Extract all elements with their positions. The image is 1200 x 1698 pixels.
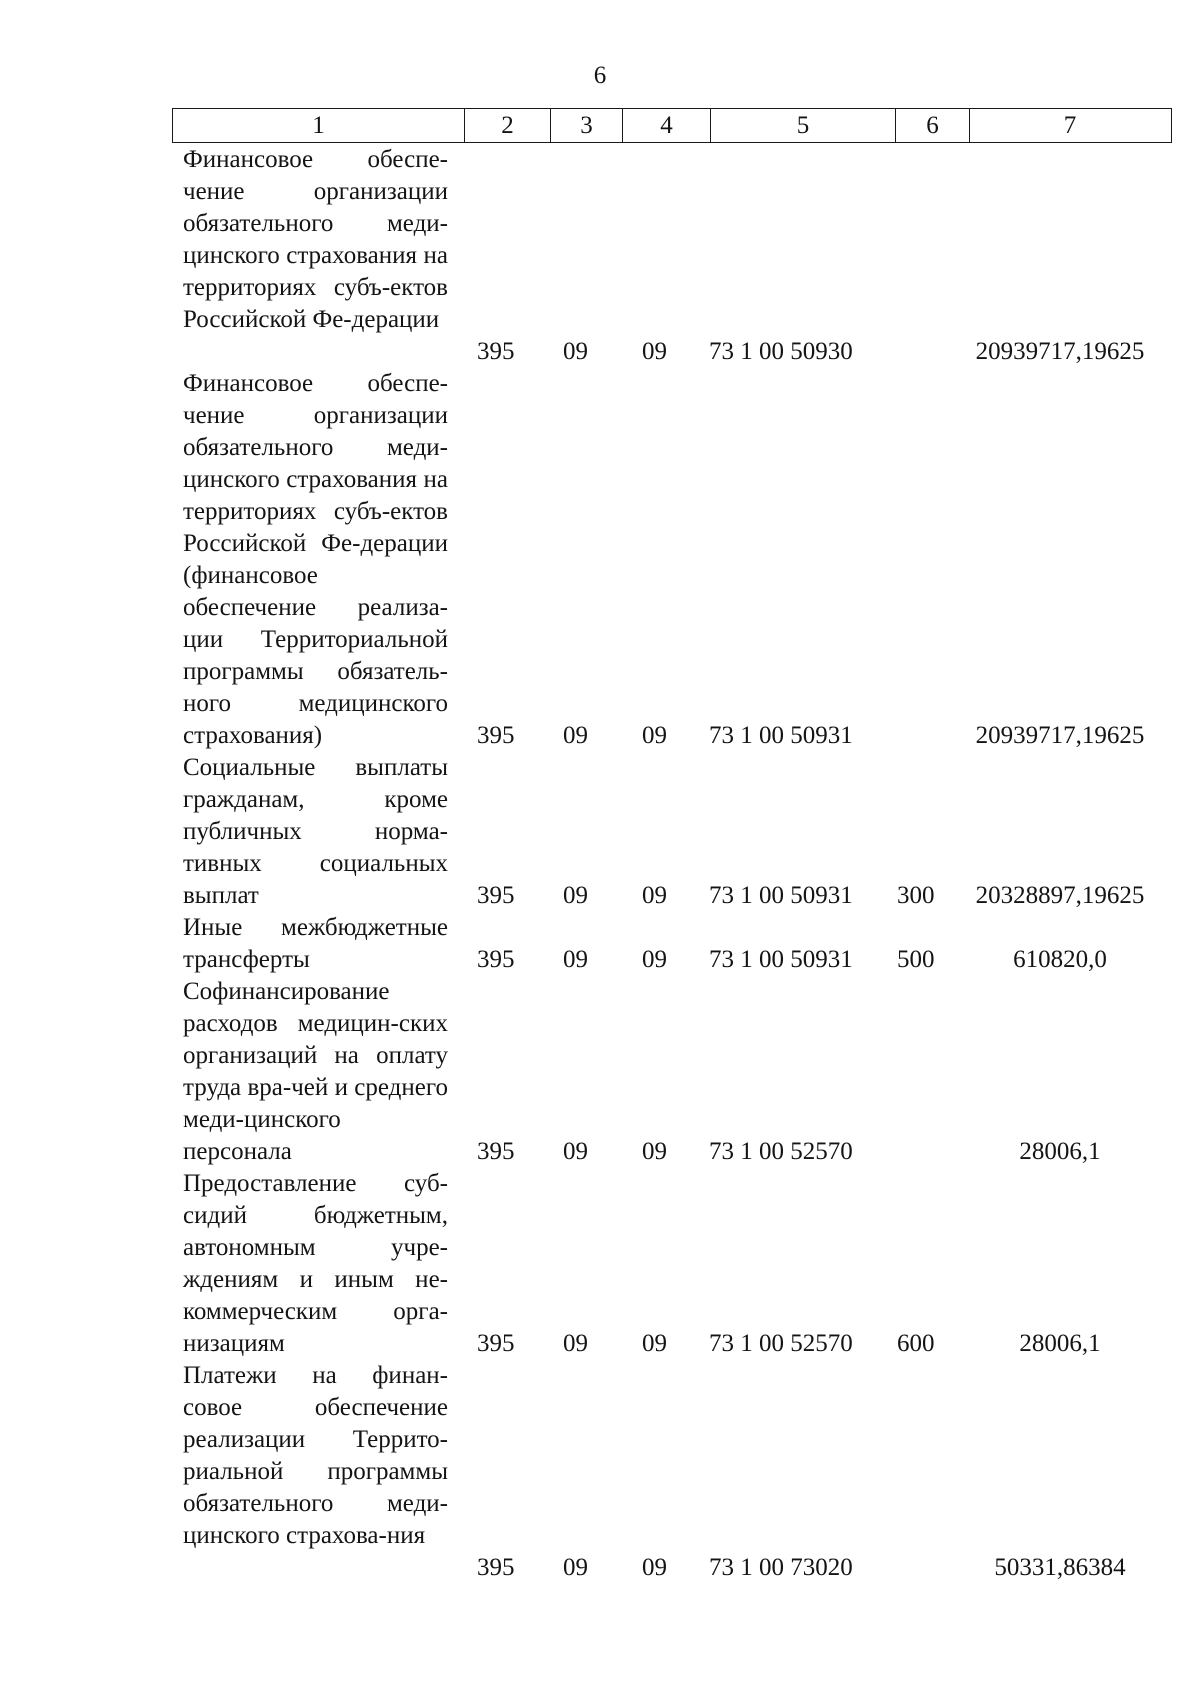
row-description: Финансовое обеспе-чение организации обязательного меди-цинского страхования на территориях субъ-ектов Российской Фе-дерации (финансовое обеспечение реализа-ции Территориальной программы обязатель-ного медицинского страхования) [183,370,448,749]
row-col-3: 09 [563,1138,588,1165]
page-number: 6 [593,62,607,89]
row-col-3: 09 [563,1330,588,1357]
row-col-4: 09 [642,722,667,749]
row-col-2: 395 [477,338,515,365]
row-description: Финансовое обеспе-чение организации обязательного меди-цинского страхования на территориях субъ-ектов Российской Фе-дерации [183,146,448,333]
row-col-3: 09 [563,1554,588,1581]
row-col-4: 09 [642,1138,667,1165]
row-col-2: 395 [477,1554,515,1581]
row-col-3: 09 [563,722,588,749]
header-col-4: 4 [623,109,711,142]
header-col-3: 3 [551,109,623,142]
row-col-3: 09 [563,882,588,909]
row-col-2: 395 [477,1330,515,1357]
row-col-2: 395 [477,1138,515,1165]
row-description: Софинансирование расходов медицин-ских организаций на оплату труда вра-чей и среднего меди-цинского персонала [183,978,448,1165]
row-col-7: 20328897,19625 [975,882,1145,909]
row-col-5: 73 1 00 50931 [709,882,853,909]
row-col-4: 09 [642,882,667,909]
header-col-2: 2 [465,109,551,142]
row-col-4: 09 [642,946,667,973]
row-col-4: 09 [642,1330,667,1357]
row-col-5: 73 1 00 73020 [709,1554,853,1581]
row-col-7: 20939717,19625 [975,338,1145,365]
row-col-2: 395 [477,946,515,973]
header-col-6: 6 [896,109,970,142]
row-col-3: 09 [563,338,588,365]
row-col-2: 395 [477,882,515,909]
row-col-5: 73 1 00 50930 [709,338,853,365]
row-col-5: 73 1 00 52570 [709,1138,853,1165]
row-col-7: 28006,1 [1019,1138,1101,1165]
row-col-5: 73 1 00 52570 [709,1330,853,1357]
header-col-7: 7 [1063,112,1077,139]
row-col-6: 500 [897,946,935,973]
row-col-7: 20939717,19625 [975,722,1145,749]
row-col-4: 09 [642,338,667,365]
row-col-3: 09 [563,946,588,973]
row-description: Социальные выплаты гражданам, кроме публичных норма-тивных социальных выплат [183,754,448,909]
row-col-4: 09 [642,1554,667,1581]
row-description: Иные межбюджетные трансферты [183,914,448,973]
row-col-2: 395 [477,722,515,749]
row-description: Предоставление суб-сидий бюджетным, автономным учре-ждениям и иным не-коммерческим орга-низациям [183,1170,448,1357]
row-col-7: 28006,1 [1019,1330,1101,1357]
row-description: Платежи на финан-совое обеспечение реализации Террито-риальной программы обязательного меди-цинского страхова-ния [183,1362,448,1549]
row-col-7: 610820,0 [1013,946,1107,973]
row-col-6: 600 [897,1330,935,1357]
row-col-5: 73 1 00 50931 [709,722,853,749]
table-header [172,108,1172,143]
header-col-5: 5 [711,109,896,142]
row-col-5: 73 1 00 50931 [709,946,853,973]
row-col-6: 300 [897,882,935,909]
header-col-1: 1 [173,109,465,142]
row-col-7: 50331,86384 [994,1554,1126,1581]
